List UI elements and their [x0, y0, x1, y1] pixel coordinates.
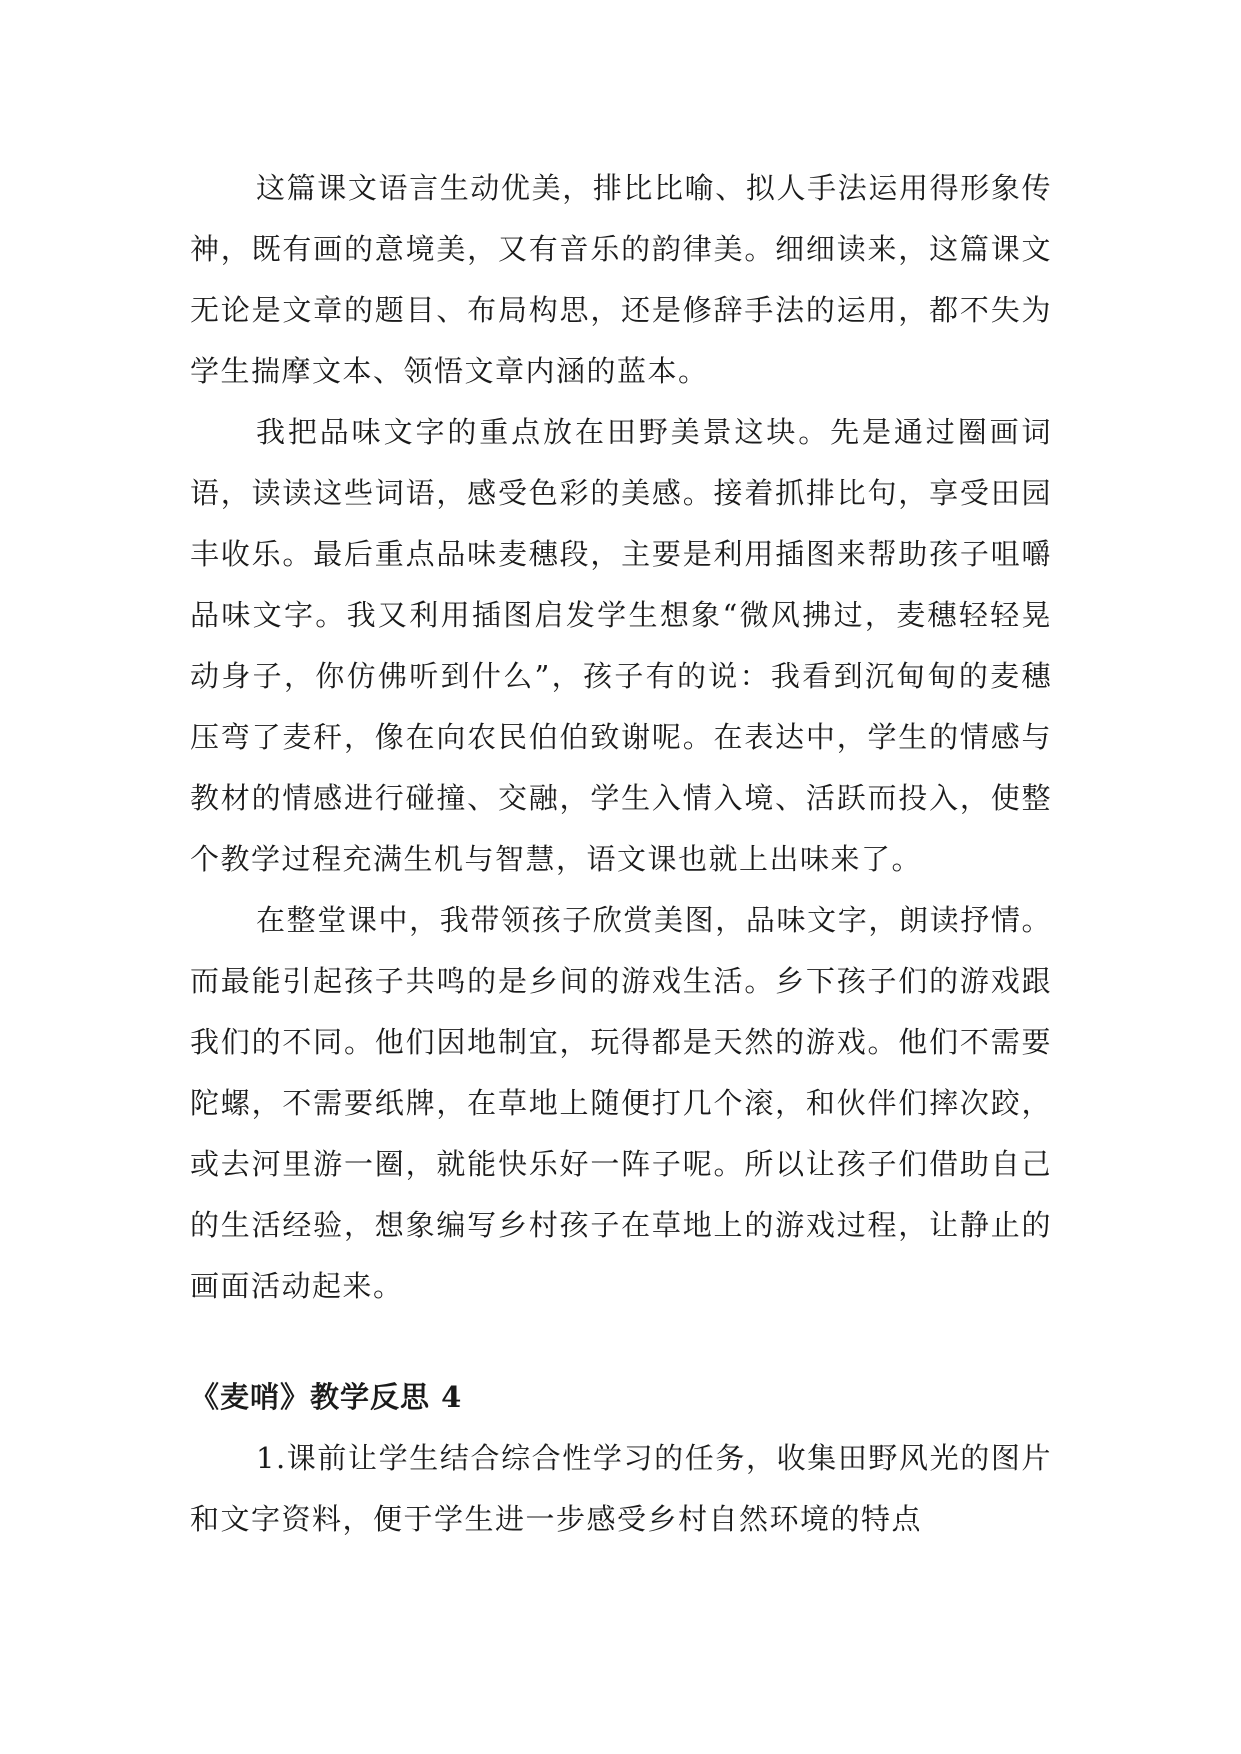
paragraph-games: 在整堂课中，我带领孩子欣赏美图，品味文字，朗读抒情。而最能引起孩子共鸣的是乡间的游戏生活。乡下孩子们的游戏跟我们的不同。他们因地制宜，玩得都是天然的游戏。他们不需要陀螺，不需要纸牌，在草地上随便打几个滚，和伙伴们摔次跤，或去河里游一圈，就能快乐好一阵子呢。所以让孩子们借助自己的生活经验，想象编写乡村孩子在草地上的游戏过程，让静止的画面活动起来。 — [190, 903, 1052, 1303]
paragraph-field-scenery: 我把品味文字的重点放在田野美景这块。先是通过圈画词语，读读这些词语，感受色彩的美感。接着抓排比句，享受田园丰收乐。最后重点品味麦穗段，主要是利用插图来帮助孩子咀嚼品味文字。我又利用插图启发学生想象“微风拂过，麦穗轻轻晃动身子，你仿佛听到什么”，孩子有的说：我看到沉甸甸的麦穗压弯了麦秆，像在向农民伯伯致谢呢。在表达中，学生的情感与教材的情感进行碰撞、交融，学生入情入境、活跃而投入，使整个教学过程充满生机与智慧，语文课也就上出味来了。 — [190, 415, 1052, 876]
paragraph-language-style: 这篇课文语言生动优美，排比比喻、拟人手法运用得形象传神，既有画的意境美，又有音乐的韵律美。细细读来，这篇课文无论是文章的题目、布局构思，还是修辞手法的运用，都不失为学生揣摩文本、领悟文章内涵的蓝本。 — [190, 171, 1052, 388]
section-heading: 《麦哨》教学反思 4 — [190, 1380, 463, 1414]
paragraph-preclass: 1.课前让学生结合综合性学习的任务，收集田野风光的图片和文字资料，便于学生进一步感受乡村自然环境的特点 — [190, 1441, 1052, 1536]
document-page — [190, 158, 1052, 1550]
